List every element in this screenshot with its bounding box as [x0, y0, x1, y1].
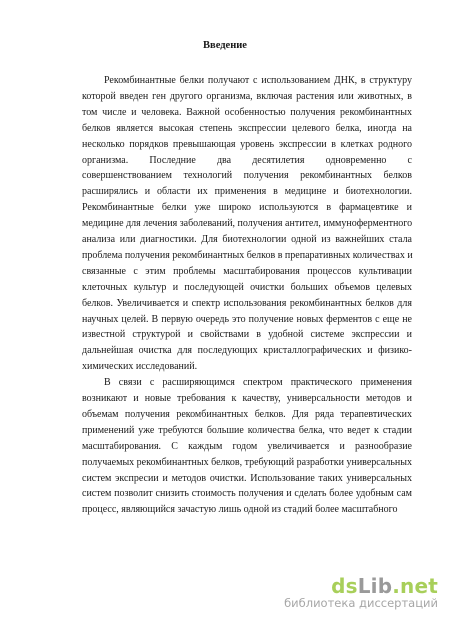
watermark-logo — [284, 574, 438, 598]
text-line: объемам получения рекомбинантных белков. Для ряда терапевтических — [82, 408, 412, 420]
text-line: медицине для лечения заболеваний, получения антител, иммуноферментного — [82, 218, 413, 230]
text-line: дальнейшая очистка для последующих кристаллографических и физико- — [82, 345, 412, 357]
text-line: которой введен ген другого организма, включая растения или животных, в — [82, 90, 412, 102]
text-line: Рекомбинантные белки уже широко используются в фармацевтике и — [82, 202, 412, 214]
watermark-logo-text: dsLib.net — [331, 574, 438, 598]
text-line: расширялись и области их применения в медицине и биотехнологии. — [82, 186, 412, 198]
page-title: Введение — [203, 40, 247, 51]
text-line: клеточных культур и последующей очистки больших объемов целевых — [82, 281, 412, 293]
watermark-subtitle: библиотека диссертаций — [284, 596, 438, 610]
watermark — [284, 574, 438, 610]
text-line: проблема получения рекомбинантных белков в препаративных количествах и — [82, 249, 413, 261]
text-line: систем экспресии и методов очистки. Использование таких универсальных — [82, 472, 412, 484]
text-line: анализа или диагностики. Для биотехнологии одной из важнейших стала — [82, 234, 412, 245]
text-line: известной структурой и свойствами в удобной системе экспрессии и — [82, 329, 412, 341]
text-line: систем позволит снизить стоимость получения и сделать более удобным сам — [82, 488, 412, 500]
text-line: белков является высокая степень экспрессии целевого белка, иногда на — [82, 122, 412, 134]
text-line: химических исследований. — [82, 361, 198, 373]
text-line: том числе и человека. Важной особенностью получения рекомбинантных — [82, 106, 412, 118]
text-line: Рекомбинантные белки получают с использованием ДНК, в структуру — [104, 75, 412, 86]
text-line: получаемых рекомбинантных белков, требующий разработки универсальных — [82, 456, 412, 468]
text-line: процесс, являющийся зачастую лишь одной из стадий более масштабного — [82, 504, 398, 516]
text-line: несколько порядков превышающая уровень экспрессии в клетках родного — [82, 138, 412, 150]
text-line: возникают и новые требования к качеству, универсальности методов и — [82, 393, 412, 404]
text-line: организма. Последние два десятилетия одновременно с — [82, 154, 412, 166]
text-line: применений уже требуются большие количества белка, что ведет к стадии — [82, 424, 412, 436]
text-line: связанные с этим проблемы масштабирования процессов культивации — [82, 265, 412, 277]
text-line: белков. Увеличивается и спектр использования рекомбинантных белков для — [82, 297, 412, 309]
text-line: научных целей. В первую очередь это получение новых ферментов с еще не — [82, 313, 412, 325]
text-line: совершенствованием технологий получения рекомбинантных белков — [82, 170, 412, 182]
text-line: масштабирования. С каждым годом увеличивается и разнообразие — [82, 440, 412, 452]
text-line: В связи с расширяющимся спектром практического применения — [104, 377, 412, 389]
